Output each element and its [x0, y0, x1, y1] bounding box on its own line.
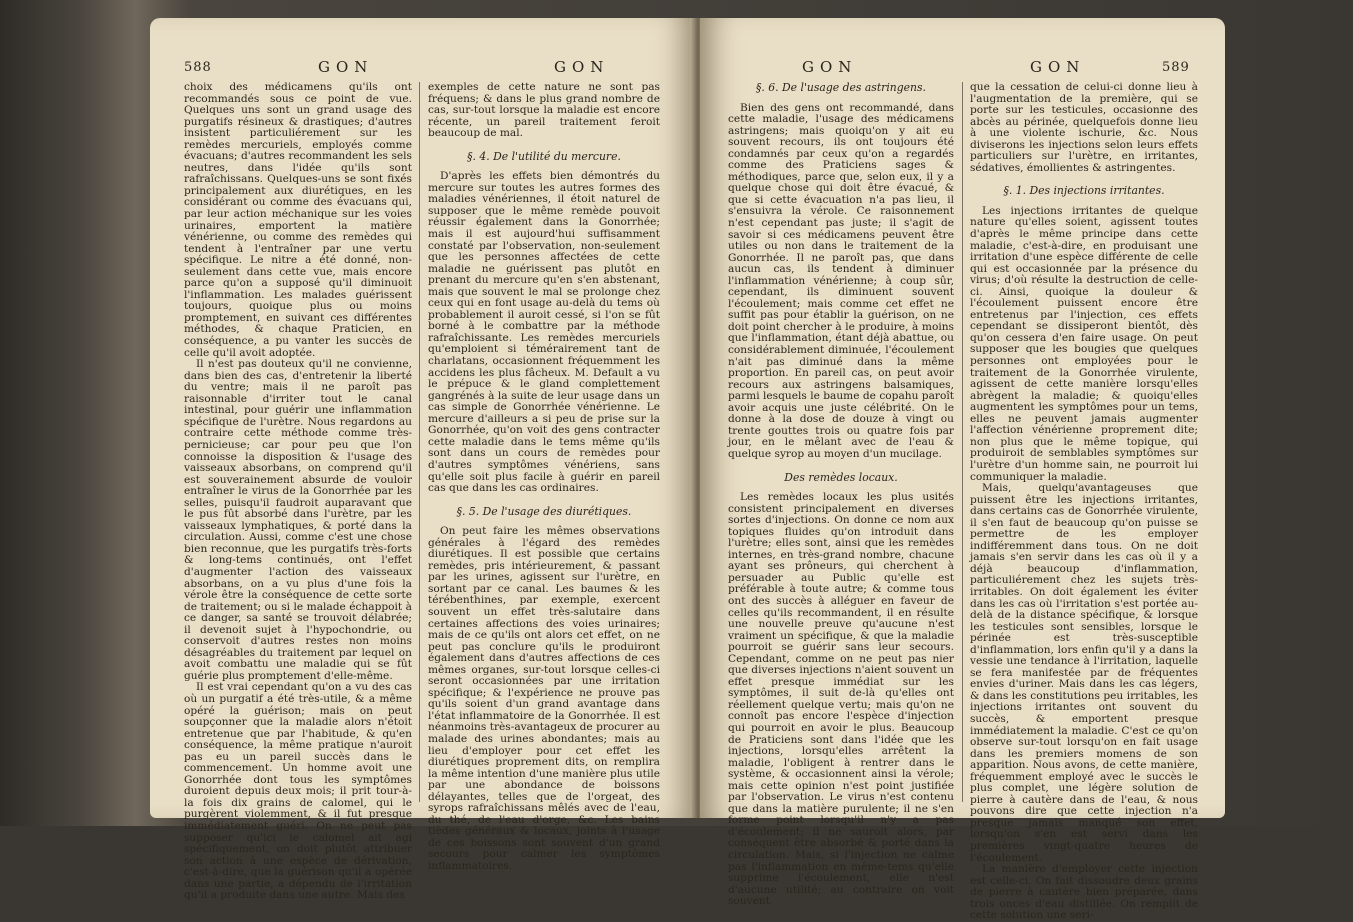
section-title: §. 4. De l'utilité du mercure. [467, 149, 621, 163]
running-head-right-col2: GON [1030, 58, 1086, 76]
paragraph: D'après les effets bien démontrés du mercure sur toutes les autres formes des maladies vénériennes, il étoit naturel de supposer que le même remède pouvoit réussir également dans la Gonorrhée; mais il est aujourd'hui suffisamment constaté par l'observation, non-seulement que les personnes affectées de cette maladie ne guérissent pas plutôt en prenant du mercure qu'en s'en abstenant, mais que souvent le mal se prolonge chez ceux qui en font usage au-delà du tems où probablement il auroit cessé, si l'on se fût borné à le combattre par la méthode rafraîchissante. Les remèdes mercuriels qu'emploient si témérairement tant de charlatans, occasionnent fréquemment les accidens les plus fâcheux. M. Default a vu le prépuce & le gland complettement gangrénés à la suite de leur usage dans un cas simple de Gonorrhée vénérienne. Le mercure d'ailleurs a si peu de prise sur la Gonorrhée, qu'on voit des gens contracter cette maladie dans le tems même qu'ils sont dans un cours de remèdes pour d'autres symptômes vénériens, sans qu'elle soit plus facile à guérir en pareil cas que dans les cas ordinaires. [428, 170, 660, 495]
running-head-left-col2: GON [554, 58, 610, 76]
section-title: §. 1. Des injections irritantes. [1003, 184, 1165, 198]
paragraph: exemples de cette nature ne sont pas fréquens; & dans le plus grand nombre de cas, sur-tout lorsque la maladie est encore récente, un pareil traitement feroit beaucoup de mal. [428, 81, 660, 140]
right-page [700, 18, 1225, 922]
paragraph: Il n'est pas douteux qu'il ne convienne, dans bien des cas, d'entretenir la liberté du ventre; mais il ne paroît pas raisonnable d'irriter tout le canal intestinal, pour guérir une inflammation spécifique de l'urètre. Nous regardons au contraire cette méthode comme très-pernicieuse; car pour peu que l'on connoisse la disposition & l'usage des vaisseaux absorbans, on comprend qu'il est souverainement absurde de vouloir entraîner le virus de la Gonorrhée par les selles, puisqu'il faudroit auparavant que le pus fût absorbé dans l'urètre, par les vaisseaux lymphatiques, & porté dans la circulation. Aussi, comme c'est une chose bien reconnue, que les purgatifs très-forts & long-tems continués, ont l'effet d'augmenter l'action des vaisseaux absorbans, on a vu plus d'une fois la vérole être la conséquence de cette sorte de traitement; ou si le malade échappoit à ce danger, sa santé se trouvoit délabrée; il devenoit sujet à l'hypochondrie, ou conservoit d'autres restes non moins désagréables du traitement par lequel on avoit combattu une maladie qui se fût guérie plus promptement d'elle-même. [184, 358, 412, 682]
section-title: §. 5. De l'usage des diurétiques. [456, 504, 632, 518]
left-column-2 [428, 82, 660, 873]
left-page [150, 18, 695, 902]
page-number-right: 589 [1162, 60, 1190, 75]
paragraph: Bien des gens ont recommandé, dans cette maladie, l'usage des médicamens astringens; mais quoiqu'on y ait eu souvent recours, ils ont toujours été condamnés par ceux qu'on a regardés comme des Praticiens sages & méthodiques, parce que, selon eux, il y a quelque chose qui doit être évacué, & que si cette évacuation n'a pas lieu, il s'ensuivra la vérole. Ce raisonnement n'est cependant pas juste; il s'agit de savoir si ces médicamens peuvent être utiles ou non dans le traitement de la Gonorrhée. Il ne paroît pas, que dans aucun cas, ils tendent à diminuer l'inflammation vénérienne; à coup sûr, cependant, ils diminuent souvent l'écoulement; mais comme cet effet ne suffit pas pour établir la guérison, on ne doit point chercher à le produire, à moins que l'inflammation, étant déjà abattue, ou considérablement diminuée, l'écoulement n'ait pas diminué dans la même proportion. En pareil cas, on peut avoir recours aux astringens balsamiques, parmi lesquels le baume de copahu paroît avoir acquis une juste célébrité. On le donne à la dose de douze à vingt ou trente gouttes trois ou quatre fois par jour, en le mêlant avec de l'eau & quelque syrop au moyen d'un mucilage. [728, 101, 954, 460]
section-title: Des remèdes locaux. [784, 470, 898, 484]
column-rule [962, 82, 963, 802]
book-spread [150, 18, 1225, 922]
paragraph: On peut faire les mêmes observations générales à l'égard des remèdes diurétiques. Il est possible que certains remèdes, pris intérieurement, & passant par les urines, agissent sur l'urètre, en sortant par ce canal. Les baumes & les térébenthines, par exemple, exercent souvent un effet très-salutaire dans certaines affections des voies urinaires; mais de ce qu'ils ont alors cet effet, on ne peut pas conclure qu'ils le produiront également dans d'autres affections de ces mêmes organes, sur-tout lorsque celles-ci seront occasionnées par une irritation spécifique; & l'expérience ne prouve pas qu'ils soient d'un grand avantage dans l'état inflammatoire de la Gonorrhée. Il est néanmoins très-avantageux de procurer au malade des urines abondantes; mais au lieu d'employer pour cet effet les diurétiques proprement dits, on remplira la même intention d'une manière plus utile par une abondance de boissons délayantes, telles que de l'orgeat, des syrops rafraîchissans mêlés avec de l'eau, du thé, de l'eau d'orge, &c. Les bains tièdes généraux & locaux, joints à l'usage de ces boissons sont souvent d'un grand secours pour calmer les symptômes inflammatoires. [428, 525, 660, 872]
paragraph: choix des médicamens qu'ils ont recommandés sous ce point de vue. Quelques uns sont un grand usage des purgatifs résineux & drastiques; d'autres insistent particuliérement sur les remèdes mercuriels, employés comme évacuans; d'autres recommandent les sels neutres, dans l'idée qu'ils sont rafraîchissans. Quelques-uns se sont fixés principalement aux diurétiques, en les considérant ou comme des évacuans qui, par leur action méchanique sur les voies urinaires, emportent la matière vénérienne, ou comme des remèdes qui tendent à l'entraîner par une vertu spécifique. Le nitre a été donné, non-seulement dans cette vue, mais encore parce qu'on a supposé qu'il diminuoit l'inflammation. Les malades guérissent toujours, quoique plus ou moins promptement, en suivant ces différentes méthodes, & chaque Praticien, en conséquence, a pu vanter les succès de celle qu'il avoit adoptée. [184, 81, 412, 359]
running-head-right-col1: GON [802, 58, 858, 76]
paragraph: Il est vrai cependant qu'on a vu des cas où un purgatif a été très-utile, & a même opéré la guérison; mais on peut soupçonner que la maladie alors n'étoit entretenue que par l'habitude, & qu'en conséquence, la même pratique n'auroit pas eu un pareil succès dans le commencement. Un homme avoit une Gonorrhée dont tous les symptômes duroient depuis deux mois; il prit tour-à-la fois dix grains de calomel, qui le purgèrent violemment, & il fut presque immédiatement guéri. On ne peut pas supposer qu'ici le calomel ait agi spécifiquement, on doit plutôt attribuer son action à une espèce de dérivation, c'est-à-dire, que la guérison qu'il a opérée dans une partie, a dépendu de l'irritation qu'il a produite dans une autre. Mais des [184, 681, 412, 902]
section-title: §. 6. De l'usage des astringens. [756, 81, 926, 94]
right-column-1 [728, 82, 954, 908]
column-rule [419, 82, 420, 802]
left-column-1 [184, 82, 412, 902]
right-column-2 [970, 82, 1198, 922]
paragraph: Les remèdes locaux les plus usités consistent principalement en diverses sortes d'injections. On donne ce nom aux topiques fluides qu'on introduit dans l'urètre; elles sont, ainsi que les remèdes internes, en très-grand nombre, chacune ayant ses prôneurs, qui cherchent à persuader au Public qu'elle est préférable à toute autre; & comme tous ont des succès à alléguer en faveur de celles qu'ils recommandent, il en résulte une nouvelle preuve qu'aucune n'est vraiment un spécifique, & que la maladie pourroit se guérir sans leur secours. Cependant, comme on ne peut pas nier que diverses injections n'aient souvent un effet presque immédiat sur les symptômes, il suit de-là qu'elles ont réellement quelque vertu; mais qu'on ne connoît pas encore l'espèce d'injection qui pourroit en avoir le plus. Beaucoup de Praticiens sont dans l'idée que les injections, lorsqu'elles arrêtent la maladie, l'obligent à rentrer dans le système, & occasionnent ainsi la vérole; mais cette opinion n'est point justifiée par l'observation. Le virus n'est contenu que dans la matière purulente; il ne s'en forme point lorsqu'il n'y a pas d'écoulement; il ne sauroit alors, par conséquent être absorbé & porté dans la circulation. Mais, si l'injection ne calme pas l'inflammation en même-tems qu'elle supprime l'écoulement, elle n'est d'aucune utilité; au contraire on voit souvent [728, 491, 954, 908]
paragraph: Les injections irritantes de quelque nature qu'elles soient, agissent toutes d'après le même principe dans cette maladie, c'est-à-dire, en produisant une irritation d'une espèce différente de celle qui est occasionnée par la présence du virus; d'où résulte la destruction de celle-ci. Ainsi, quoique la douleur & l'écoulement puissent encore être entretenus par l'injection, ces effets cependant se dissiperont bientôt, dès qu'on cessera d'en faire usage. On peut supposer que les bougies que quelques personnes ont employées pour le traitement de la Gonorrhée virulente, agissent de cette manière lorsqu'elles abrègent la maladie; & quoiqu'elles augmentent les symptômes pour un tems, elles ne peuvent jamais augmenter l'affection vénérienne proprement dite; non plus que le même topique, qui produiroit de semblables symptômes sur l'urètre d'un homme sain, ne pourroit lui communiquer la maladie. [970, 204, 1198, 483]
running-head-left-col1: GON [318, 58, 374, 76]
paragraph: La manière d'employer cette injection est celle-ci. On fait dissoudre deux grains de pierre à cautère bien préparée, dans trois onces d'eau distillée. On remplit de cette solution une seri- [970, 863, 1198, 922]
paragraph: Mais, quelqu'avantageuses que puissent être les injections irritantes, dans certains cas de Gonorrhée virulente, il s'en faut de beaucoup qu'on puisse se permettre de les employer indifféremment dans tous. On ne doit jamais s'en servir dans les cas où il y a déjà beaucoup d'inflammation, particuliérement chez les sujets très-irritables. On doit également les éviter dans les cas où l'irritation s'est portée au-delà de la distance spécifique, & lorsque les testicules sont sensibles, lorsque le périnée est très-susceptible d'inflammation, lors enfin qu'il y a dans la vessie une tendance à l'irritation, laquelle se fera manifestée par de fréquentes envies d'uriner. Mais dans les cas légers, & dans les constitutions peu irritables, les injections irritantes ont souvent du succès, & emportent presque immédiatement la maladie. C'est ce qu'on observe sur-tout lorsqu'on en fait usage dans les premiers momens de son apparition. Nous avons, de cette manière, fréquemment employé avec le succès le plus complet, une légère solution de pierre à cautère dans de l'eau, & nous pouvons dire que cette injection n'a presque jamais manqué son effet, lorsqu'on s'en est servi dans les premières vingt-quatre heures de l'écoulement. [970, 482, 1198, 864]
paragraph: que la cessation de celui-ci donne lieu à l'augmentation de la première, qui se porte sur les testicules, occasionne des abcès au périnée, quelquefois donne lieu à une violente ischurie, &c. Nous diviserons les injections selon leurs effets particuliers sur l'urètre, en irritantes, sédatives, émollientes & astringentes. [970, 81, 1198, 174]
page-number-left: 588 [184, 60, 212, 75]
